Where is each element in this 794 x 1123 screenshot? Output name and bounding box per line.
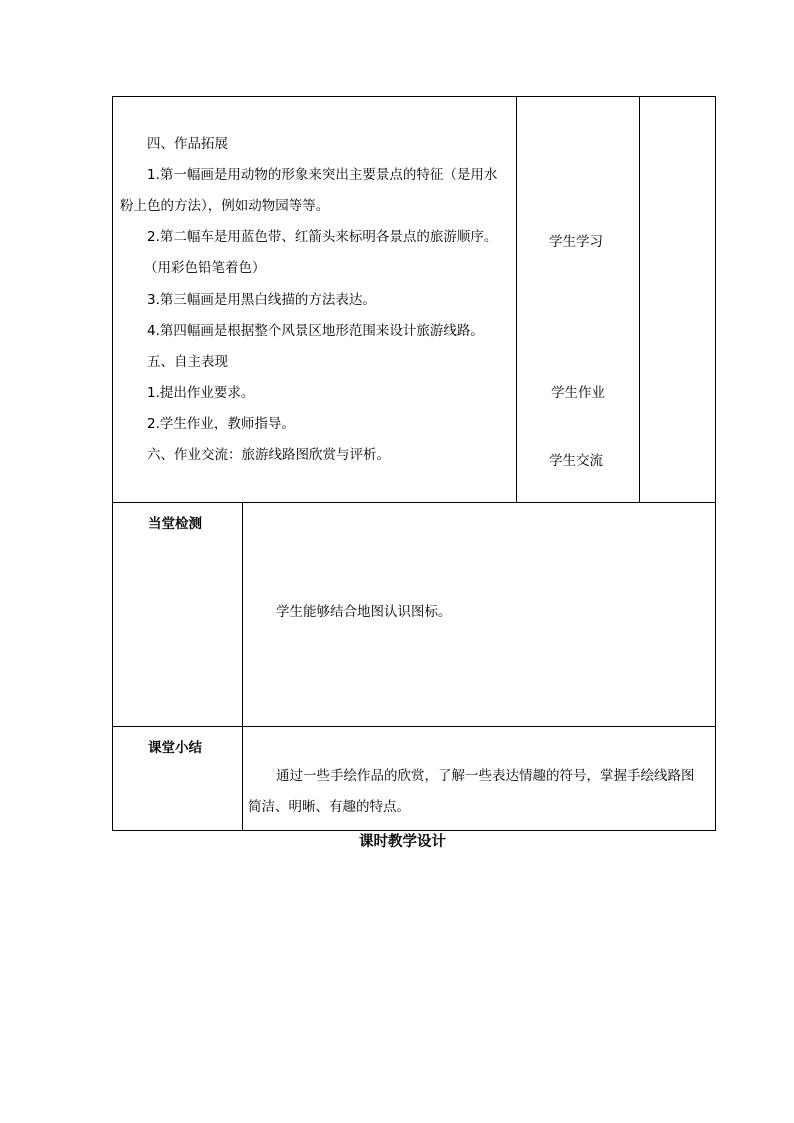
- section-heading-self-expression: 五、自主表现: [147, 354, 228, 370]
- col-divider-activity: [516, 96, 517, 502]
- student-homework-label: 学生作业: [551, 385, 605, 401]
- summary-row-text-line1: 通过一些手绘作品的欣赏，了解一些表达情趣的符号，掌握手绘线路图: [276, 768, 695, 784]
- lesson-design-title: 课时教学设计: [359, 834, 446, 850]
- content-line: 1.第一幅画是用动物的形象来突出主要景点的特征（是用水: [147, 167, 498, 183]
- check-row-text: 学生能够结合地图认识图标。: [276, 604, 452, 620]
- content-line: 2.第二幅车是用蓝色带、红箭头来标明各景点的旅游顺序。: [147, 229, 498, 245]
- section-heading-extension: 四、作品拓展: [147, 136, 228, 152]
- content-line: 粉上色的方法），例如动物园等等。: [120, 198, 330, 214]
- student-study-label: 学生学习: [549, 234, 603, 250]
- content-line: （用彩色铅笔着色）: [144, 260, 266, 276]
- content-line: 4.第四幅画是根据整个风景区地形范围来设计旅游线路。: [147, 323, 484, 339]
- col-divider-label: [242, 502, 243, 831]
- check-row-label: 当堂检测: [148, 516, 202, 532]
- content-line: 2.学生作业，教师指导。: [147, 416, 295, 432]
- section-heading-exchange: 六、作业交流：旅游线路图欣赏与评析。: [147, 447, 390, 463]
- row-divider-2: [112, 726, 716, 727]
- student-exchange-label: 学生交流: [549, 453, 603, 469]
- content-line: 1.提出作业要求。: [147, 385, 255, 401]
- row-divider-1: [112, 502, 716, 503]
- summary-row-label: 课堂小结: [148, 740, 202, 756]
- col-divider-notes: [639, 96, 640, 502]
- summary-row-text-line2: 简洁、明晰、有趣的特点。: [248, 799, 410, 815]
- content-line: 3.第三幅画是用黑白线描的方法表达。: [147, 292, 376, 308]
